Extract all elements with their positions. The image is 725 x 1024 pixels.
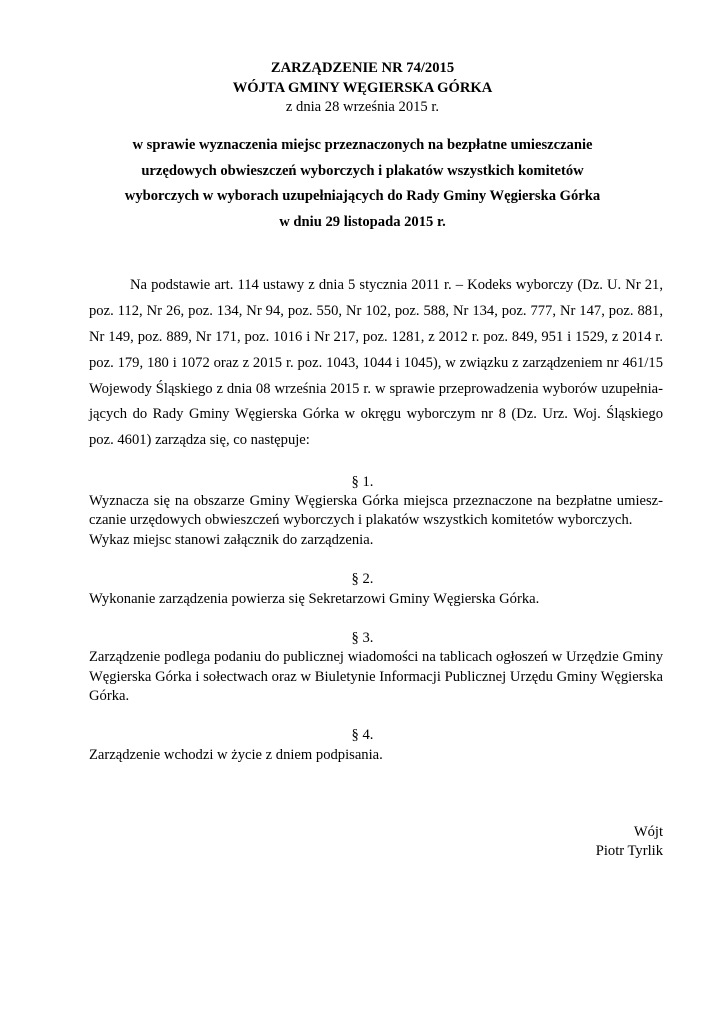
preamble-line: poz. 112, Nr 26, poz. 134, Nr 94, poz. 550, Nr 102, poz. 588, Nr 134, poz. 777, Nr 147, poz. 881,	[89, 303, 663, 319]
signature-name: Piotr Tyrlik	[595, 843, 663, 859]
preamble-line: jących do Rady Gminy Węgierska Górka w okręgu wyborczym nr 8 (Dz. Urz. Woj. Śląskiego	[89, 406, 663, 422]
preamble-line: Nr 149, poz. 889, Nr 171, poz. 1016 i Nr 217, poz. 1281, z 2012 r. poz. 849, 951 i 1529, z 2014 r.	[89, 329, 663, 345]
section-line: Górka.	[89, 688, 130, 704]
section-heading: § 3.	[351, 630, 374, 646]
section-line: Zarządzenie wchodzi w życie z dniem podpisania.	[89, 747, 383, 763]
section-line: czanie urzędowych obwieszczeń wyborczych i plakatów wszystkich komitetów wyborczych.	[89, 512, 633, 528]
preamble-line: Wojewody Śląskiego z dnia 08 września 2015 r. w sprawie przeprowadzenia wyborów uzupełnia-	[89, 381, 663, 397]
preamble-line: poz. 179, 180 i 1072 oraz z 2015 r. poz. 1043, 1044 i 1045), w związku z zarządzeniem nr 461/15	[89, 355, 663, 371]
preamble-line: poz. 4601) zarządza się, co następuje:	[89, 432, 310, 448]
section-heading: § 1.	[351, 474, 374, 490]
section-line: Węgierska Górka i sołectwach oraz w Biuletynie Informacji Publicznej Urzędu Gminy Węgierska	[89, 669, 663, 685]
issuer-title: WÓJTA GMINY WĘGIERSKA GÓRKA	[232, 80, 493, 96]
section-heading: § 2.	[351, 571, 374, 587]
section-line: Zarządzenie podlega podaniu do publicznej wiadomości na tablicach ogłoszeń w Urzędzie Gminy	[89, 649, 663, 665]
subject-line: w dniu 29 listopada 2015 r.	[279, 214, 446, 230]
subject-line: wyborczych w wyborach uzupełniających do Rady Gminy Węgierska Górka	[124, 188, 601, 204]
document-title: ZARZĄDZENIE NR 74/2015	[270, 60, 455, 76]
section-heading: § 4.	[351, 727, 374, 743]
section-line: Wykaz miejsc stanowi załącznik do zarządzenia.	[89, 532, 374, 548]
subject-line: urzędowych obwieszczeń wyborczych i plakatów wszystkich komitetów	[141, 163, 584, 179]
section-line: Wyznacza się na obszarze Gminy Węgierska Górka miejsca przeznaczone na bezpłatne umiesz-	[89, 493, 663, 509]
preamble-line: Na podstawie art. 114 ustawy z dnia 5 stycznia 2011 r. – Kodeks wyborczy (Dz. U. Nr 21,	[130, 277, 663, 293]
subject-line: w sprawie wyznaczenia miejsc przeznaczonych na bezpłatne umieszczanie	[132, 137, 593, 153]
section-line: Wykonanie zarządzenia powierza się Sekretarzowi Gminy Węgierska Górka.	[89, 591, 540, 607]
signature-title: Wójt	[633, 824, 663, 840]
document-date: z dnia 28 września 2015 r.	[285, 99, 440, 115]
